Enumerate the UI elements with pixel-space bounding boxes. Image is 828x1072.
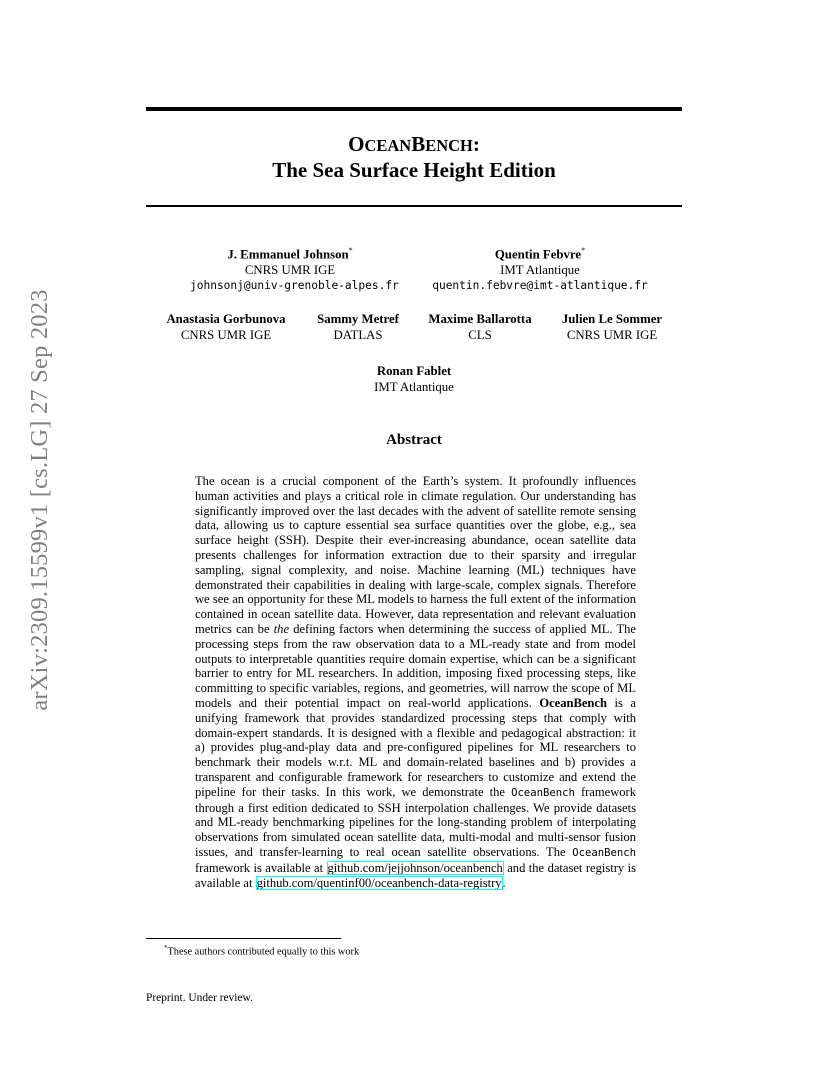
abstract-body <box>195 474 636 890</box>
author-block <box>156 312 296 343</box>
author-name: Maxime Ballarotta <box>428 312 532 326</box>
author-affiliation: DATLAS <box>333 327 383 342</box>
author-name: Quentin Febvre* <box>494 246 586 262</box>
author-name: Anastasia Gorbunova <box>166 312 286 326</box>
arxiv-identifier-text: arXiv:2309.15599v1 [cs.LG] 27 Sep 2023 <box>26 289 53 711</box>
author-affiliation: IMT Atlantique <box>374 379 454 394</box>
author-affiliation: CNRS UMR IGE <box>244 262 336 277</box>
title-smallcaps: CEAN <box>364 136 412 155</box>
arxiv-identifier <box>22 290 58 710</box>
dataset-registry-link[interactable]: github.com/quentinf00/oceanbench-data-registry <box>256 875 502 890</box>
author-block <box>551 312 673 343</box>
author-block <box>190 243 399 294</box>
author-name: J. Emmanuel Johnson* <box>227 246 353 262</box>
title-rule-top <box>146 107 682 111</box>
footnote: *These authors contributed equally to this work <box>164 944 360 958</box>
author-block <box>417 312 543 343</box>
title-char: : <box>472 132 480 156</box>
author-affiliation: CLS <box>468 327 492 342</box>
paper-title <box>146 132 682 183</box>
title-smallcaps: ENCH <box>425 136 473 155</box>
author-name: Sammy Metref <box>317 312 399 326</box>
author-name: Julien Le Sommer <box>561 312 663 326</box>
author-email[interactable]: johnsonj@univ-grenoble-alpes.fr <box>190 279 399 293</box>
title-line-1 <box>146 132 682 158</box>
author-name: Ronan Fablet <box>376 364 452 378</box>
abstract-paragraph: The ocean is a crucial component of the Earth’s system. It profoundly influences human activities and plays a critical role in climate regulation. Our understanding has significantly improved over the last decades with the advent of satellite remote sensing data, allowing us to capture essential sea surface quantities over the globe, e.g., sea surface height (SSH). Despite their ever-increasing abundance, ocean satellite data presents challenges for information extraction due to their sparsity and irregular sampling, signal complexity, and noise. Machine learning (ML) techniques have demonstrated their capabilities in dealing with large-scale, complex signals. Therefore we see an opportunity for these ML models to harness the full extent of the information contained in ocean satellite data. However, data representation and relevant evaluation metrics can be the defining factors when determining the success of applied ML. The processing steps from the raw observation data to a ML-ready state and from model outputs to interpretable quantities require domain expertise, which can be a significant barrier to entry for ML researchers. In addition, imposing fixed processing steps, like committing to specific variables, regions, and geometries, will narrow the scope of ML models and their potential impact on real-world applications. OceanBench is a unifying framework that provides standardized processing steps that comply with domain-expert standards. It is designed with a flexible and pedagogical abstraction: it a) provides plug-and-play data and pre-configured pipelines for ML researchers to benchmark their models w.r.t. ML and domain-related baselines and b) provides a transparent and configurable framework for researchers to customize and extend the pipeline for their tasks. In this work, we demonstrate the OceanBench framework through a first edition dedicated to SSH interpolation challenges. We provide datasets and ML-ready benchmarking pipelines for the long-standing problem of interpolating observations from simulated ocean satellite data, multi-modal and multi-sensor fusion issues, and transfer-learning to real ocean satellite observations. The OceanBench framework is available at github.com/jejjohnson/oceanbench and the dataset registry is available at github.com/quentinf00/oceanbench-data-registry. <box>195 474 636 890</box>
title-rule-bottom <box>146 205 682 207</box>
github-repo-link[interactable]: github.com/jejjohnson/oceanbench <box>327 860 503 875</box>
title-line-2: The Sea Surface Height Edition <box>272 158 556 182</box>
title-char: B <box>411 132 426 156</box>
preprint-note: Preprint. Under review. <box>146 992 253 1004</box>
author-block <box>303 312 413 343</box>
author-block <box>420 243 660 294</box>
abstract-heading: Abstract <box>386 432 442 448</box>
author-email[interactable]: quentin.febvre@imt-atlantique.fr <box>432 279 648 293</box>
author-affiliation: CNRS UMR IGE <box>180 327 272 342</box>
title-char: O <box>348 132 365 156</box>
author-affiliation: IMT Atlantique <box>500 262 580 277</box>
footnote-rule <box>146 938 341 939</box>
author-affiliation: CNRS UMR IGE <box>566 327 658 342</box>
author-block <box>334 364 494 395</box>
